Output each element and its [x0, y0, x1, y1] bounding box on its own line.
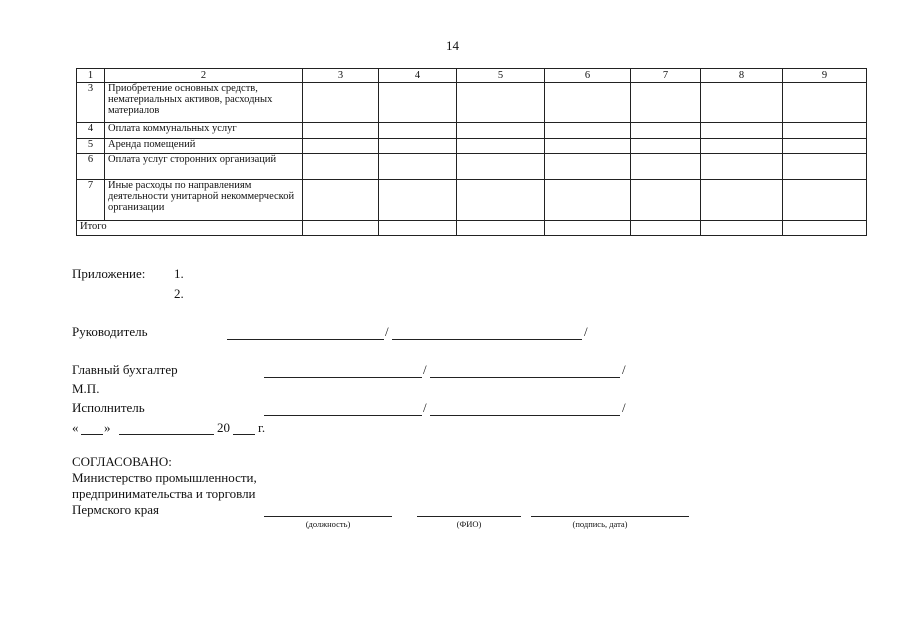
total-row — [77, 221, 867, 236]
value-cell — [631, 123, 701, 139]
value-cell — [701, 139, 783, 154]
row-label: Приобретение основных средств, нематериальных активов, расходных материалов — [105, 83, 303, 123]
value-cell — [701, 154, 783, 180]
executor-position-line[interactable] — [264, 415, 422, 416]
value-cell — [457, 154, 545, 180]
value-cell — [631, 180, 701, 221]
approval-line-1: Министерство промышленности, — [72, 470, 257, 485]
row-number: 7 — [77, 180, 105, 221]
head-position-line[interactable] — [227, 339, 384, 340]
value-cell — [457, 180, 545, 221]
date-day-line[interactable] — [81, 434, 103, 435]
value-cell — [457, 139, 545, 154]
separator-slash: / — [385, 324, 389, 339]
header-cell: 5 — [457, 69, 545, 83]
value-cell — [701, 83, 783, 123]
value-cell — [303, 154, 379, 180]
stamp-label: М.П. — [72, 381, 100, 396]
value-cell — [379, 83, 457, 123]
header-cell: 1 — [77, 69, 105, 83]
row-number: 3 — [77, 83, 105, 123]
separator-slash: / — [423, 362, 427, 377]
approval-line-2: предпринимательства и торговли — [72, 486, 256, 501]
value-cell — [457, 123, 545, 139]
row-label: Аренда помещений — [105, 139, 303, 154]
date-year-line[interactable] — [233, 434, 255, 435]
appendix-item-1: 1. — [174, 266, 184, 281]
approval-title: СОГЛАСОВАНО: — [72, 454, 172, 469]
appendix-item-2: 2. — [174, 286, 184, 301]
separator-slash: / — [584, 324, 588, 339]
sign-caption: (подпись, дата) — [572, 519, 628, 529]
table-row — [77, 154, 867, 180]
header-cell: 2 — [105, 69, 303, 83]
value-cell — [303, 123, 379, 139]
value-cell — [631, 154, 701, 180]
date-open-quote: « — [72, 420, 79, 435]
date-year-suffix: г. — [258, 420, 266, 435]
value-cell — [631, 139, 701, 154]
value-cell — [303, 221, 379, 236]
value-cell — [545, 83, 631, 123]
chief-accountant-position-line[interactable] — [264, 377, 422, 378]
header-cell: 3 — [303, 69, 379, 83]
value-cell — [379, 123, 457, 139]
date-month-line[interactable] — [119, 434, 214, 435]
approval-position-line[interactable] — [264, 516, 392, 517]
value-cell — [303, 139, 379, 154]
table-row — [77, 83, 867, 123]
value-cell — [545, 123, 631, 139]
value-cell — [457, 83, 545, 123]
approval-name-line[interactable] — [417, 516, 521, 517]
value-cell — [701, 221, 783, 236]
value-cell — [303, 83, 379, 123]
chief-accountant-label: Главный бухгалтер — [72, 362, 178, 377]
value-cell — [783, 123, 867, 139]
value-cell — [379, 180, 457, 221]
value-cell — [631, 221, 701, 236]
value-cell — [783, 154, 867, 180]
value-cell — [783, 221, 867, 236]
value-cell — [545, 180, 631, 221]
expense-table — [76, 68, 867, 236]
value-cell — [303, 180, 379, 221]
header-cell: 6 — [545, 69, 631, 83]
name-caption: (ФИО) — [456, 519, 482, 529]
head-label: Руководитель — [72, 324, 148, 339]
header-cell: 7 — [631, 69, 701, 83]
row-label: Оплата услуг сторонних организаций — [105, 154, 303, 180]
value-cell — [783, 139, 867, 154]
date-year-prefix: 20 — [217, 420, 230, 435]
value-cell — [457, 221, 545, 236]
table-row — [77, 139, 867, 154]
executor-name-line[interactable] — [430, 415, 620, 416]
executor-label: Исполнитель — [72, 400, 145, 415]
appendix-label: Приложение: — [72, 266, 146, 281]
separator-slash: / — [622, 400, 626, 415]
separator-slash: / — [423, 400, 427, 415]
value-cell — [379, 221, 457, 236]
approval-line-3: Пермского края — [72, 502, 159, 517]
page-number: 14 — [446, 38, 459, 53]
row-label: Оплата коммунальных услуг — [105, 123, 303, 139]
header-cell: 9 — [783, 69, 867, 83]
value-cell — [701, 180, 783, 221]
total-label: Итого — [77, 221, 303, 236]
chief-accountant-name-line[interactable] — [430, 377, 620, 378]
header-cell: 4 — [379, 69, 457, 83]
row-label: Иные расходы по направлениям деятельности унитарной некоммерческой организации — [105, 180, 303, 221]
value-cell — [631, 83, 701, 123]
approval-sign-line[interactable] — [531, 516, 689, 517]
value-cell — [545, 139, 631, 154]
value-cell — [379, 139, 457, 154]
row-number: 5 — [77, 139, 105, 154]
table-header-row — [77, 69, 867, 83]
value-cell — [545, 221, 631, 236]
date-close-quote: » — [104, 420, 111, 435]
header-cell: 8 — [701, 69, 783, 83]
row-number: 4 — [77, 123, 105, 139]
position-caption: (должность) — [305, 519, 351, 529]
value-cell — [545, 154, 631, 180]
table-row — [77, 180, 867, 221]
row-number: 6 — [77, 154, 105, 180]
value-cell — [379, 154, 457, 180]
table-row — [77, 123, 867, 139]
value-cell — [783, 83, 867, 123]
head-name-line[interactable] — [392, 339, 582, 340]
value-cell — [783, 180, 867, 221]
value-cell — [701, 123, 783, 139]
separator-slash: / — [622, 362, 626, 377]
